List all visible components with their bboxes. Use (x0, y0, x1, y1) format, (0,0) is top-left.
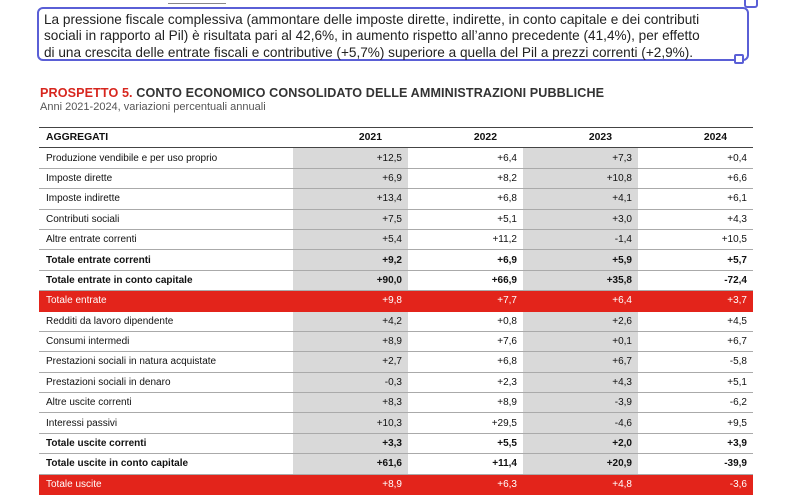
cell-2022: +11,2 (408, 229, 523, 249)
header-year-2022: 2022 (408, 128, 523, 148)
cell-2023: +2,6 (523, 311, 638, 331)
table-row (39, 189, 753, 209)
cell-2024: +5,7 (638, 250, 753, 270)
row-label: Contributi sociali (39, 209, 293, 229)
table-row (39, 474, 753, 494)
cell-2024: -39,9 (638, 454, 753, 474)
cell-2024: +6,1 (638, 189, 753, 209)
cell-2023: +3,0 (523, 209, 638, 229)
cell-2024: -72,4 (638, 270, 753, 290)
row-label: Imposte indirette (39, 189, 293, 209)
table-row (39, 393, 753, 413)
cell-2022: +5,5 (408, 433, 523, 453)
cell-2023: +10,8 (523, 168, 638, 188)
cell-2023: +7,3 (523, 148, 638, 168)
cell-2021: +3,3 (293, 433, 408, 453)
cell-2023: -1,4 (523, 229, 638, 249)
cell-2022: +6,8 (408, 189, 523, 209)
selection-corner-marker (744, 0, 758, 8)
cell-2024: +5,1 (638, 372, 753, 392)
row-label: Redditi da lavoro dipendente (39, 311, 293, 331)
table-row (39, 229, 753, 249)
table-row (39, 291, 753, 311)
cell-2023: +4,3 (523, 372, 638, 392)
cell-2023: +0,1 (523, 331, 638, 351)
cell-2022: +7,7 (408, 291, 523, 311)
table-row (39, 413, 753, 433)
highlighted-paragraph[interactable] (37, 7, 749, 61)
cell-2024: +9,5 (638, 413, 753, 433)
cell-2022: +6,3 (408, 474, 523, 494)
cell-2023: +20,9 (523, 454, 638, 474)
cell-2024: -5,8 (638, 352, 753, 372)
cell-2022: +2,3 (408, 372, 523, 392)
top-edge-rule (168, 0, 226, 4)
cell-2022: +66,9 (408, 270, 523, 290)
cell-2021: +9,8 (293, 291, 408, 311)
table-header-row (39, 128, 753, 148)
row-label: Interessi passivi (39, 413, 293, 433)
row-label: Altre uscite correnti (39, 393, 293, 413)
table-row (39, 372, 753, 392)
row-label: Produzione vendibile e per uso proprio (39, 148, 293, 168)
table-row (39, 250, 753, 270)
cell-2021: +10,3 (293, 413, 408, 433)
table-row (39, 209, 753, 229)
row-label: Totale uscite (39, 474, 293, 494)
cell-2023: +5,9 (523, 250, 638, 270)
cell-2021: +2,7 (293, 352, 408, 372)
cell-2022: +6,4 (408, 148, 523, 168)
economic-account-table (39, 127, 753, 495)
table-subtitle: Anni 2021-2024, variazioni percentuali annuali (40, 101, 266, 113)
cell-2024: -6,2 (638, 393, 753, 413)
table-body (39, 148, 753, 495)
cell-2021: +13,4 (293, 189, 408, 209)
paragraph-line-2: sociali in rapporto al Pil) è risultata pari al 42,6%, in aumento rispetto all’anno precedente (41,4%), per effetto (44, 28, 700, 44)
cell-2021: +7,5 (293, 209, 408, 229)
cell-2024: +0,4 (638, 148, 753, 168)
cell-2021: +4,2 (293, 311, 408, 331)
cell-2023: -4,6 (523, 413, 638, 433)
cell-2024: -3,6 (638, 474, 753, 494)
table-title (40, 86, 604, 100)
cell-2021: +9,2 (293, 250, 408, 270)
cell-2023: +35,8 (523, 270, 638, 290)
cell-2021: +12,5 (293, 148, 408, 168)
row-label: Totale uscite in conto capitale (39, 454, 293, 474)
row-label: Altre entrate correnti (39, 229, 293, 249)
cell-2022: +6,9 (408, 250, 523, 270)
table-row (39, 352, 753, 372)
cell-2021: -0,3 (293, 372, 408, 392)
row-label: Imposte dirette (39, 168, 293, 188)
cell-2023: -3,9 (523, 393, 638, 413)
cell-2021: +5,4 (293, 229, 408, 249)
cell-2024: +3,7 (638, 291, 753, 311)
cell-2024: +4,3 (638, 209, 753, 229)
row-label: Totale entrate in conto capitale (39, 270, 293, 290)
cell-2022: +5,1 (408, 209, 523, 229)
cell-2024: +3,9 (638, 433, 753, 453)
cell-2022: +29,5 (408, 413, 523, 433)
header-year-2021: 2021 (293, 128, 408, 148)
cell-2024: +4,5 (638, 311, 753, 331)
cell-2023: +2,0 (523, 433, 638, 453)
header-aggregati: AGGREGATI (39, 128, 293, 148)
cell-2021: +8,9 (293, 474, 408, 494)
cell-2022: +0,8 (408, 311, 523, 331)
row-label: Consumi intermedi (39, 331, 293, 351)
row-label: Prestazioni sociali in denaro (39, 372, 293, 392)
table-row (39, 433, 753, 453)
cell-2022: +8,2 (408, 168, 523, 188)
selection-resize-handle[interactable] (734, 54, 744, 64)
cell-2023: +4,8 (523, 474, 638, 494)
cell-2021: +6,9 (293, 168, 408, 188)
cell-2023: +6,7 (523, 352, 638, 372)
row-label: Prestazioni sociali in natura acquistate (39, 352, 293, 372)
table-row (39, 311, 753, 331)
table-row (39, 454, 753, 474)
cell-2023: +4,1 (523, 189, 638, 209)
paragraph-line-1: La pressione fiscale complessiva (ammontare delle imposte dirette, indirette, in conto capitale e dei contributi (44, 12, 700, 27)
row-label: Totale uscite correnti (39, 433, 293, 453)
cell-2023: +6,4 (523, 291, 638, 311)
cell-2024: +6,6 (638, 168, 753, 188)
cell-2022: +7,6 (408, 331, 523, 351)
cell-2024: +6,7 (638, 331, 753, 351)
cell-2022: +6,8 (408, 352, 523, 372)
table-title-prefix: PROSPETTO 5. (40, 86, 133, 100)
row-label: Totale entrate correnti (39, 250, 293, 270)
cell-2021: +90,0 (293, 270, 408, 290)
paragraph-line-3: di una crescita delle entrate fiscali e contributive (+5,7%) superiore a quella del Pil a prezzi correnti (+2,9%). (44, 44, 694, 60)
cell-2022: +8,9 (408, 393, 523, 413)
cell-2021: +61,6 (293, 454, 408, 474)
table-row (39, 270, 753, 290)
table-row (39, 148, 753, 168)
table-row (39, 168, 753, 188)
table-row (39, 331, 753, 351)
row-label: Totale entrate (39, 291, 293, 311)
table-title-text: CONTO ECONOMICO CONSOLIDATO DELLE AMMINISTRAZIONI PUBBLICHE (132, 86, 605, 100)
cell-2021: +8,9 (293, 331, 408, 351)
header-year-2023: 2023 (523, 128, 638, 148)
cell-2024: +10,5 (638, 229, 753, 249)
header-year-2024: 2024 (638, 128, 753, 148)
cell-2022: +11,4 (408, 454, 523, 474)
cell-2021: +8,3 (293, 393, 408, 413)
